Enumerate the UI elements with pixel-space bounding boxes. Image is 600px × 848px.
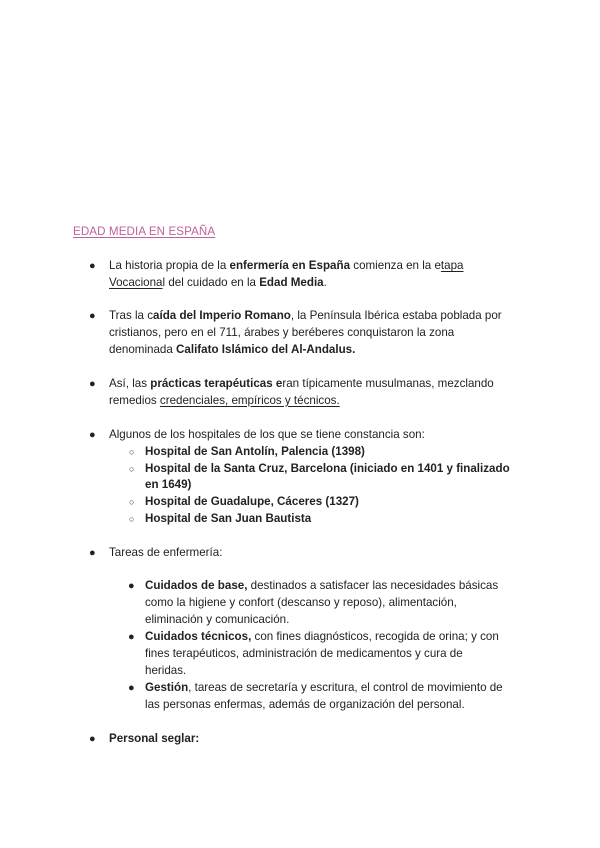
hospital-item: Hospital de Guadalupe, Cáceres (1327): [145, 495, 359, 508]
hospital-item: Hospital de San Juan Bautista: [145, 512, 312, 525]
list-item-imperio-romano: Tras la caída del Imperio Romano, la Península Ibérica estaba poblada por cristianos, pero en el 711, árabes y beréberes conquistaron la zona denominada Califato Islámico del Al-Andalus.: [109, 309, 502, 356]
bullet-icon: ●: [89, 260, 96, 272]
bullet-icon: ●: [89, 310, 96, 322]
circle-bullet-icon: ○: [129, 514, 135, 524]
circle-bullet-icon: ○: [129, 497, 135, 507]
task-item-gestion: Gestión, tareas de secretaría y escritura, el control de movimiento de las personas enfermas, además de organización del personal.: [145, 681, 503, 711]
hospital-item-continuation: en 1649): [145, 478, 192, 491]
circle-bullet-icon: ○: [129, 464, 135, 474]
bullet-icon: ●: [89, 378, 96, 390]
bullet-icon: ●: [128, 631, 135, 643]
task-item-cuidados-base: Cuidados de base, destinados a satisfacer las necesidades básicas como la higiene y confort (descanso y reposo), alimentación, eliminación y comunicación.: [145, 579, 499, 626]
list-item-historia: La historia propia de la enfermería en España comienza en la etapa Vocacional del cuidado en la Edad Media.: [109, 259, 464, 289]
list-item-personal-seglar: Personal seglar:: [109, 732, 200, 745]
list-item-hospitales-intro: Algunos de los hospitales de los que se tiene constancia son:: [109, 428, 425, 441]
section-heading: EDAD MEDIA EN ESPAÑA: [73, 225, 216, 238]
hospital-item: Hospital de San Antolín, Palencia (1398): [145, 445, 365, 458]
bullet-icon: ●: [89, 547, 96, 559]
list-item-practicas: Así, las prácticas terapéuticas eran típicamente musulmanas, mezclando remedios credenciales, empíricos y técnicos.: [109, 377, 494, 407]
bullet-icon: ●: [89, 429, 96, 441]
bullet-icon: ●: [89, 733, 96, 745]
circle-bullet-icon: ○: [129, 447, 135, 457]
bullet-icon: ●: [128, 580, 135, 592]
bullet-icon: ●: [128, 682, 135, 694]
hospital-item: Hospital de la Santa Cruz, Barcelona (iniciado en 1401 y finalizado: [145, 462, 510, 475]
list-item-tareas-intro: Tareas de enfermería:: [109, 546, 223, 559]
task-item-cuidados-tecnicos: Cuidados técnicos, con fines diagnósticos, recogida de orina; y con fines terapéuticos, administración de medicamentos y cura de heridas.: [145, 630, 499, 677]
